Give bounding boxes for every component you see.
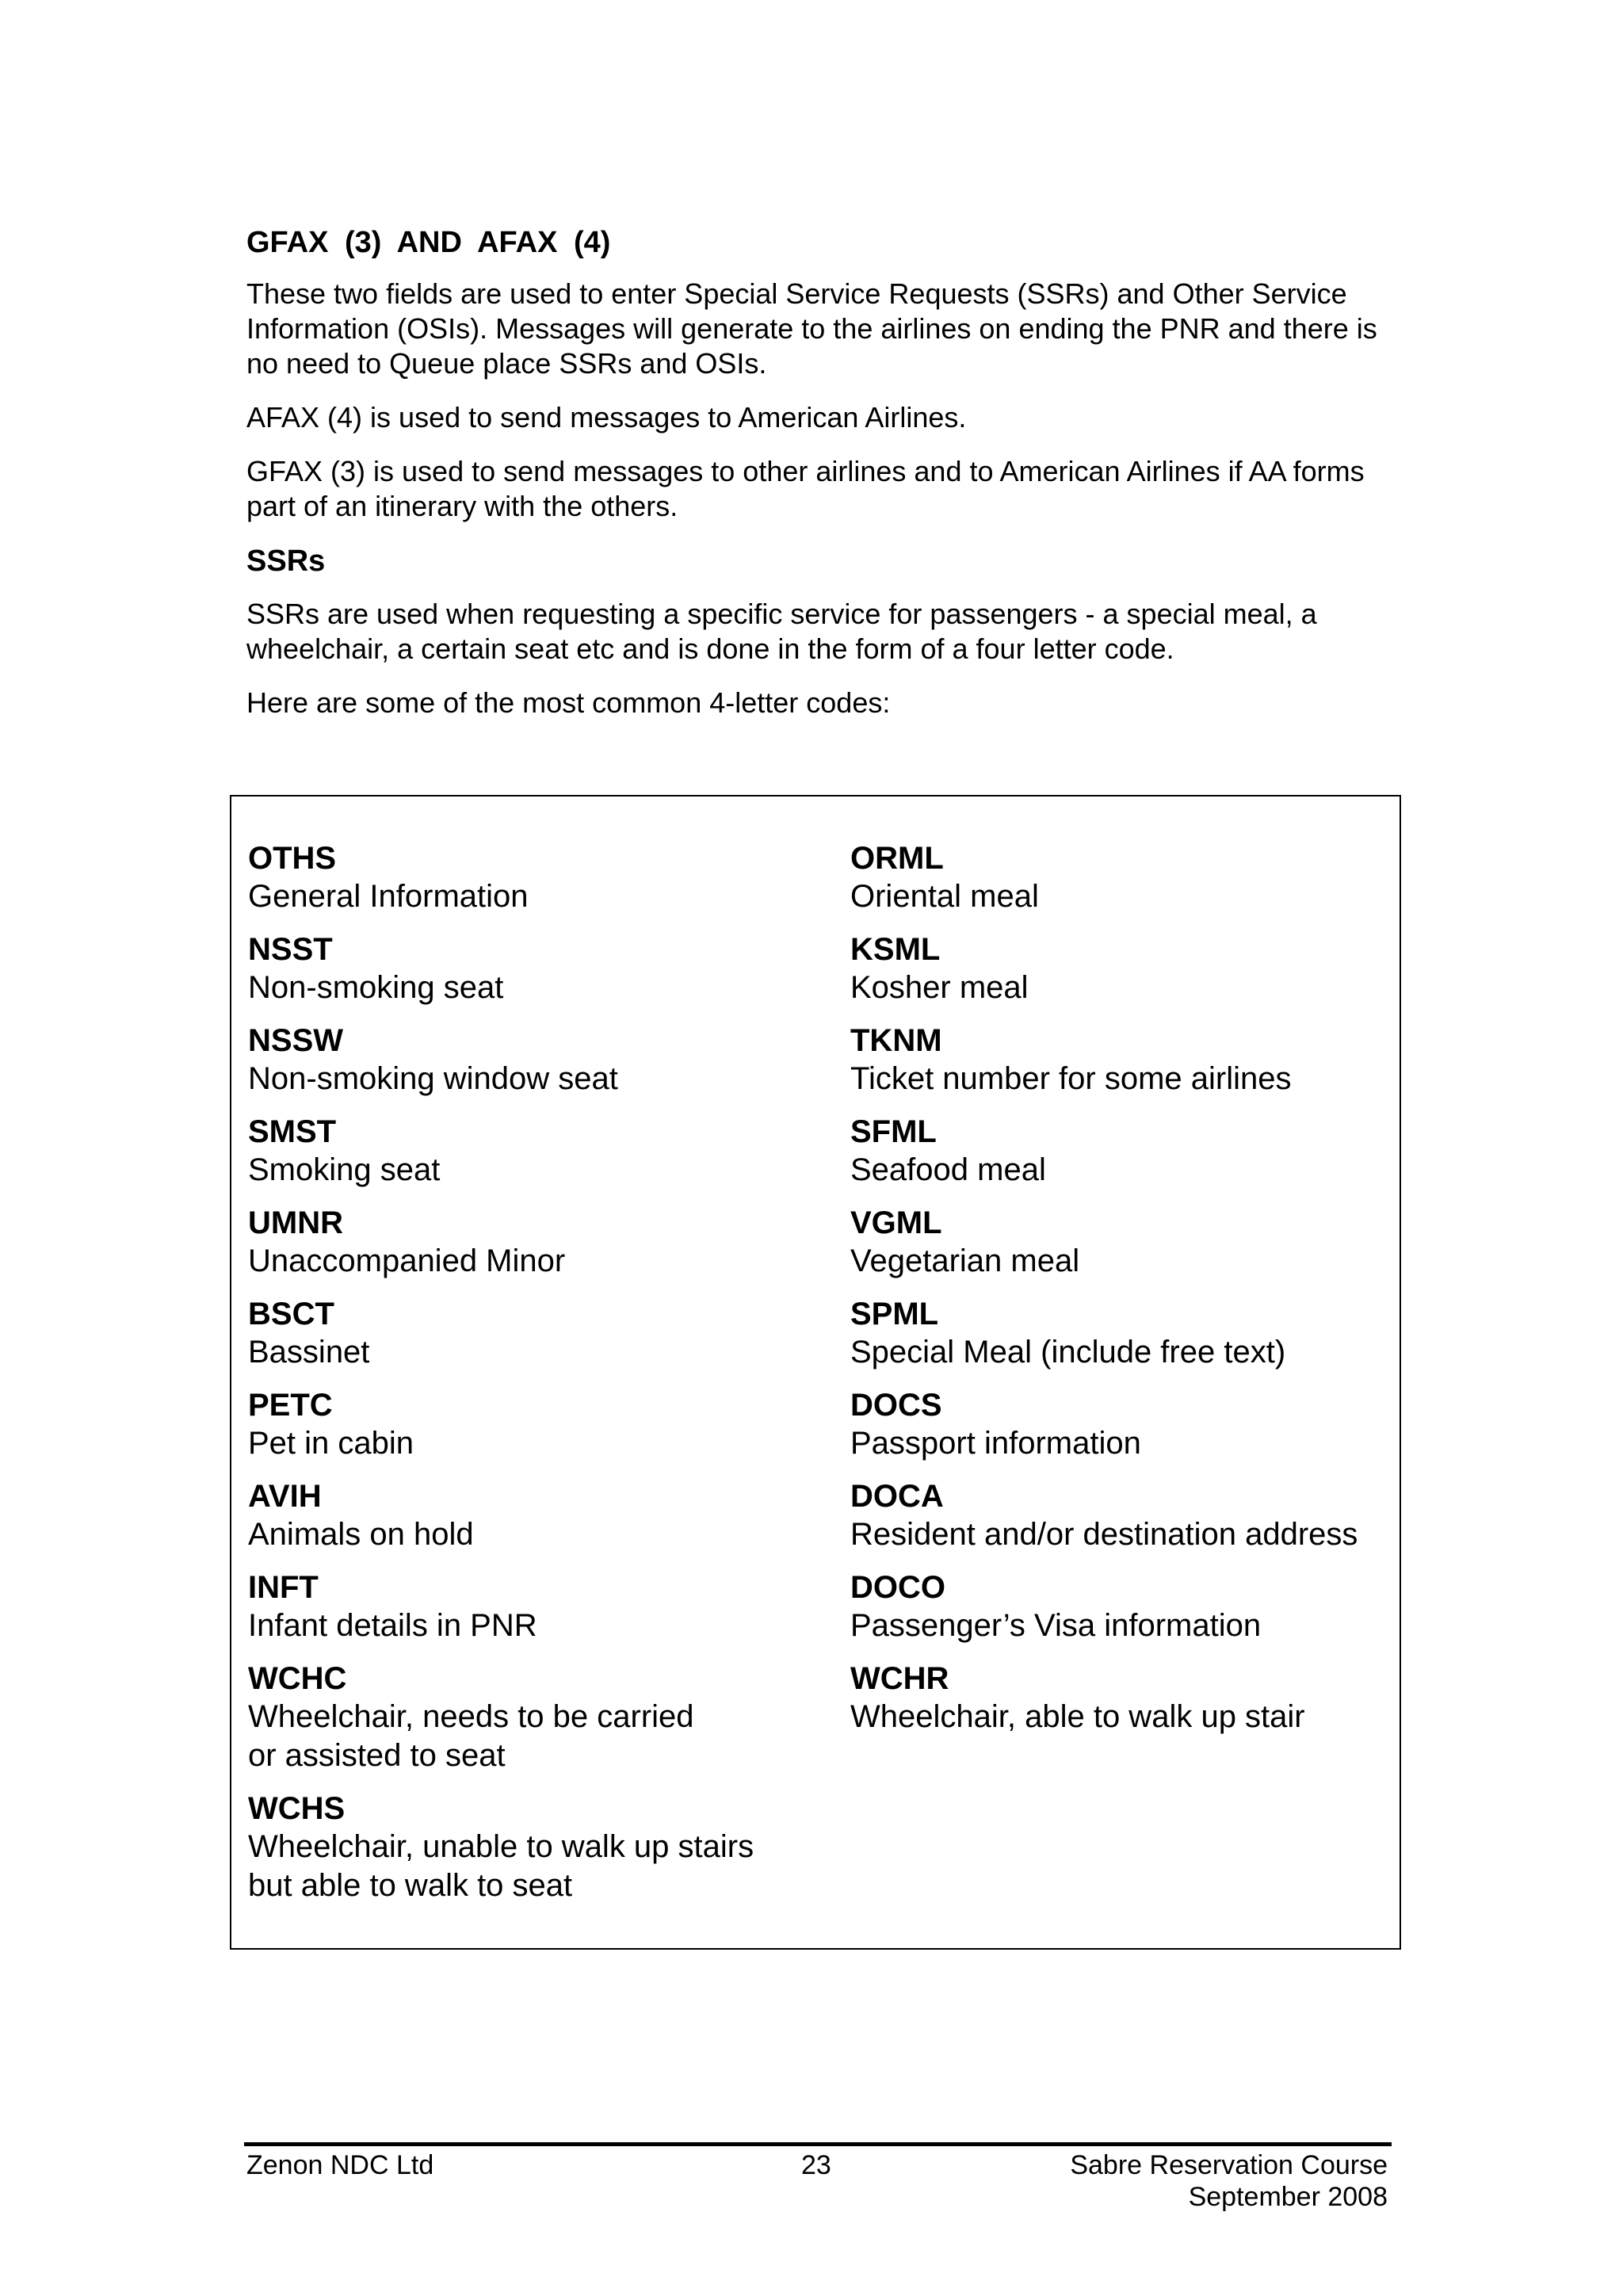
code-description: Passenger’s Visa information [850,1608,1262,1643]
code-name: KSML [850,932,941,967]
code-description: Resident and/or destination address [850,1517,1358,1552]
code-entry [248,1790,803,1905]
code-name: BSCT [248,1297,334,1331]
code-description: Infant details in PNR [248,1608,537,1643]
code-entry [850,1022,1405,1098]
code-entry [850,1569,1405,1645]
code-name: SFML [850,1114,937,1149]
code-name: WCHC [248,1661,347,1696]
code-entry [850,840,1405,916]
code-description: Non-smoking seat [248,970,504,1005]
code-entry [850,1296,1405,1372]
code-description: Oriental meal [850,879,1039,914]
code-description: Wheelchair, needs to be carried or assisted to seat [248,1699,694,1773]
code-description: Ticket number for some airlines [850,1061,1292,1096]
code-entry [850,931,1405,1007]
footer-divider [244,2142,1392,2146]
code-entry [248,840,803,916]
code-entry [248,1022,803,1098]
code-name: PETC [248,1388,333,1423]
codes-left-column [248,840,803,1920]
ssrs-subheading: SSRs [246,544,326,578]
code-name: DOCO [850,1570,945,1605]
code-entry [248,1387,803,1463]
code-description: Vegetarian meal [850,1244,1080,1278]
gfax-paragraph: GFAX (3) is used to send messages to other airlines and to American Airlines if AA forms part of an itinerary with the others. [246,455,1365,522]
code-entry [850,1660,1405,1736]
afax-paragraph: AFAX (4) is used to send messages to American Airlines. [246,401,967,434]
code-entry [248,1296,803,1372]
intro-paragraph: These two fields are used to enter Special Service Requests (SSRs) and Other Service Information (OSIs). Messages will generate to the airlines on ending the PNR and there is no need to Queue place SSRs and OSIs. [246,277,1377,380]
code-description: Smoking seat [248,1152,441,1187]
code-entry [248,1660,803,1775]
code-name: AVIH [248,1479,322,1514]
code-name: OTHS [248,841,337,876]
code-name: WCHS [248,1791,346,1826]
code-name: UMNR [248,1205,343,1240]
code-entry [248,1569,803,1645]
code-entry [850,1387,1405,1463]
ssrs-paragraph: SSRs are used when requesting a specific service for passengers - a special meal, a wheelchair, a certain seat etc and is done in the form of a four letter code. [246,598,1317,665]
code-description: Unaccompanied Minor [248,1244,566,1278]
code-name: TKNM [850,1023,942,1058]
code-description: Passport information [850,1426,1141,1461]
code-entry [850,1114,1405,1190]
code-entry [248,1478,803,1554]
code-description: Wheelchair, able to walk up stair [850,1699,1305,1734]
code-entry [248,931,803,1007]
code-description: Bassinet [248,1335,370,1370]
code-name: NSSW [248,1023,343,1058]
page-content [246,224,1396,739]
footer-course-info [1070,2149,1388,2213]
footer-date: September 2008 [1188,2182,1388,2212]
code-entry [248,1114,803,1190]
code-name: NSST [248,932,333,967]
footer-company: Zenon NDC Ltd [246,2150,434,2180]
page-footer [246,2149,1388,2221]
ssr-codes-box [230,795,1401,1950]
code-name: ORML [850,841,944,876]
code-name: DOCS [850,1388,942,1423]
code-name: INFT [248,1570,319,1605]
code-name: VGML [850,1205,942,1240]
code-entry [850,1205,1405,1281]
codes-right-column [850,840,1405,1752]
code-description: Special Meal (include free text) [850,1335,1286,1370]
code-name: DOCA [850,1479,944,1514]
code-name: WCHR [850,1661,949,1696]
code-name: SPML [850,1297,939,1331]
section-heading: GFAX (3) AND AFAX (4) [246,226,611,259]
common-codes-intro: Here are some of the most common 4-letter codes: [246,686,891,719]
code-description: Kosher meal [850,970,1029,1005]
code-description: Seafood meal [850,1152,1046,1187]
code-entry [248,1205,803,1281]
code-description: Non-smoking window seat [248,1061,618,1096]
code-description: Pet in cabin [248,1426,414,1461]
footer-course-title: Sabre Reservation Course [1070,2150,1388,2180]
code-description: Animals on hold [248,1517,474,1552]
code-description: General Information [248,879,529,914]
code-name: SMST [248,1114,337,1149]
code-entry [850,1478,1405,1554]
code-description: Wheelchair, unable to walk up stairs but able to walk to seat [248,1829,754,1903]
page-number: 23 [801,2150,831,2180]
